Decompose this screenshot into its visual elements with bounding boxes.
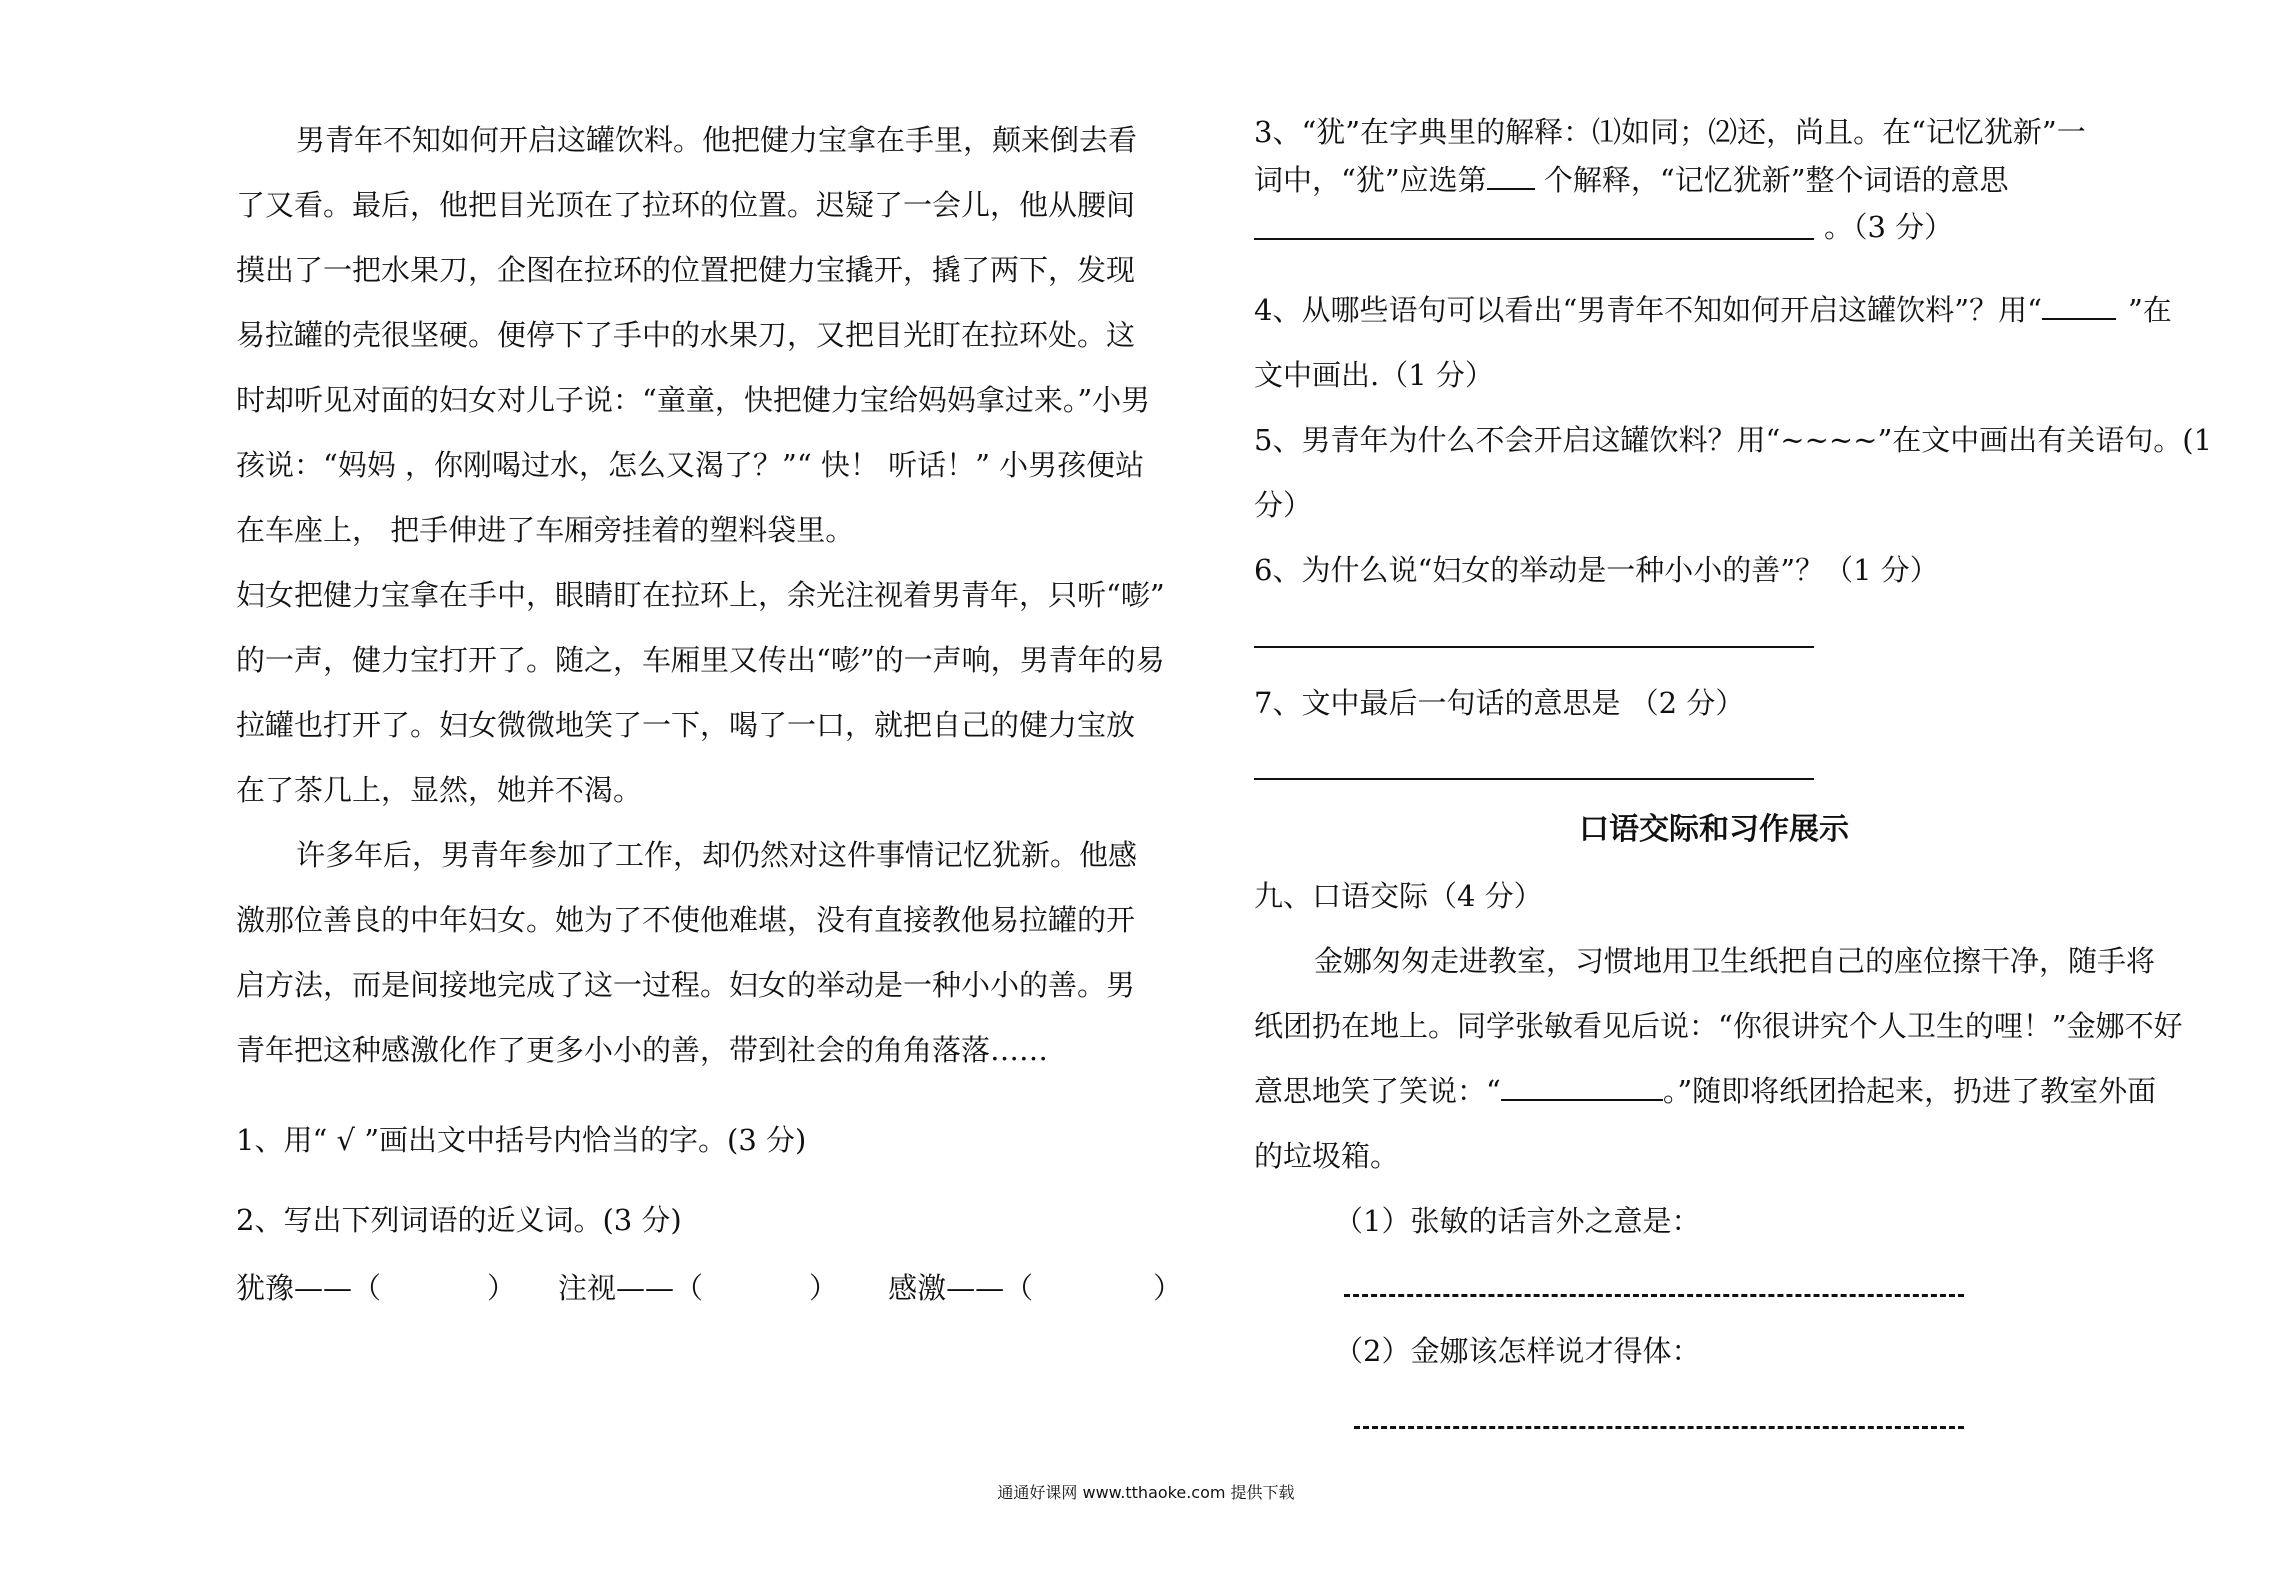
question-1: 1、用“ √ ”画出文中括号内恰当的字。(3 分) (236, 1123, 807, 1157)
answer-dashed-line[interactable] (1354, 1426, 1964, 1429)
sub-question-2: （2）金娜该怎样说才得体： (1334, 1334, 1701, 1368)
question-4-text: ”在 (2127, 293, 2172, 327)
footer-credit: 通通好课网 www.tthaoke.com 提供下载 (997, 1483, 1295, 1502)
text-line: 启方法，而是间接地完成了这一过程。妇女的举动是一种小小的善。男 (236, 968, 1136, 1002)
question-5-line-2: 分） (1254, 488, 1313, 522)
question-5-line-1: 5、男青年为什么不会开启这罐饮料？用“~~~~”在文中画出有关语句。(1 (1254, 423, 2213, 457)
synonym-row (236, 1268, 1183, 1308)
question-3-text: 词中，“犹”应选第 (1254, 163, 1487, 197)
question-2: 2、写出下列词语的近义词。(3 分) (236, 1203, 682, 1237)
text-line: 了又看。最后，他把目光顶在了拉环的位置。迟疑了一会儿，他从腰间 (236, 188, 1136, 222)
synonym-item-3: 感激——（ (888, 1271, 1034, 1305)
text-line: 易拉罐的壳很坚硬。便停下了手中的水果刀，又把目光盯在拉环处。这 (236, 318, 1136, 352)
question-4-line-1 (1254, 290, 2172, 330)
underline-marker (2042, 292, 2116, 320)
story-text: 。”随即将纸团拾起来，扔进了教室外面 (1662, 1074, 2157, 1108)
text-line: 时却听见对面的妇女对儿子说：“童童，快把健力宝给妈妈拿过来。”小男 (236, 383, 1151, 417)
text-line: 在了茶几上，显然，她并不渴。 (236, 773, 643, 807)
text-line: 摸出了一把水果刀，企图在拉环的位置把健力宝撬开，撬了两下，发现 (236, 253, 1136, 287)
section-nine-heading: 九、口语交际（4 分） (1254, 879, 1543, 913)
question-3-text: 个解释，“记忆犹新”整个词语的意思 (1534, 163, 2009, 197)
close-paren: ） (1153, 1271, 1183, 1305)
answer-blank[interactable] (1487, 162, 1535, 190)
text-line: 在车座上， 把手伸进了车厢旁挂着的塑料袋里。 (236, 513, 855, 547)
story-line: 的垃圾箱。 (1254, 1139, 1400, 1173)
question-4-text: 4、从哪些语句可以看出“男青年不知如何开启这罐饮料”？用“ (1254, 293, 2042, 327)
answer-line[interactable] (1254, 646, 1814, 648)
story-line (1254, 1071, 2156, 1111)
sub-question-1: （1）张敏的话言外之意是： (1334, 1204, 1701, 1238)
text-line: 拉罐也打开了。妇女微微地笑了一下，喝了一口，就把自己的健力宝放 (236, 708, 1136, 742)
text-line: 孩说：“妈妈 ，你刚喝过水，怎么又渴了？”“ 快！ 听话！” 小男孩便站 (236, 448, 1145, 482)
story-text: 意思地笑了笑说：“ (1254, 1074, 1501, 1108)
question-3-line-2 (1254, 160, 2009, 200)
text-line: 男青年不知如何开启这罐饮料。他把健力宝拿在手里，颠来倒去看 (296, 123, 1138, 157)
question-4-line-2: 文中画出.（1 分） (1254, 358, 1494, 392)
question-7: 7、文中最后一句话的意思是 （2 分） (1254, 686, 1745, 720)
close-paren: ） (487, 1271, 517, 1305)
close-paren: ） (809, 1271, 839, 1305)
question-3-line-3: 。（3 分） (1824, 210, 1954, 244)
answer-blank[interactable] (1501, 1073, 1663, 1101)
text-line: 的一声，健力宝打开了。随之，车厢里又传出“嘭”的一声响，男青年的易 (236, 643, 1165, 677)
answer-dashed-line[interactable] (1344, 1294, 1964, 1297)
text-line: 激那位善良的中年妇女。她为了不使他难堪，没有直接教他易拉罐的开 (236, 903, 1136, 937)
text-line: 青年把这种感激化作了更多小小的善，带到社会的角角落落…… (236, 1033, 1049, 1067)
story-line: 纸团扔在地上。同学张敏看见后说：“你很讲究个人卫生的哩！”金娜不好 (1254, 1009, 2183, 1043)
answer-line[interactable] (1254, 778, 1814, 780)
story-line: 金娜匆匆走进教室，习惯地用卫生纸把自己的座位擦干净，随手将 (1314, 944, 2156, 978)
text-line: 许多年后，男青年参加了工作，却仍然对这件事情记忆犹新。他感 (296, 838, 1138, 872)
section-title: 口语交际和习作展示 (1579, 812, 1849, 847)
text-line: 妇女把健力宝拿在手中，眼睛盯在拉环上，余光注视着男青年，只听“嘭” (236, 578, 1165, 612)
question-3-line-1: 3、“犹”在字典里的解释：⑴如同；⑵还，尚且。在“记忆犹新”一 (1254, 115, 2086, 149)
answer-line[interactable] (1254, 238, 1814, 240)
synonym-item-1: 犹豫——（ (236, 1271, 382, 1305)
question-6: 6、为什么说“妇女的举动是一种小小的善”？（1 分） (1254, 553, 1939, 587)
synonym-item-2: 注视——（ (558, 1271, 704, 1305)
